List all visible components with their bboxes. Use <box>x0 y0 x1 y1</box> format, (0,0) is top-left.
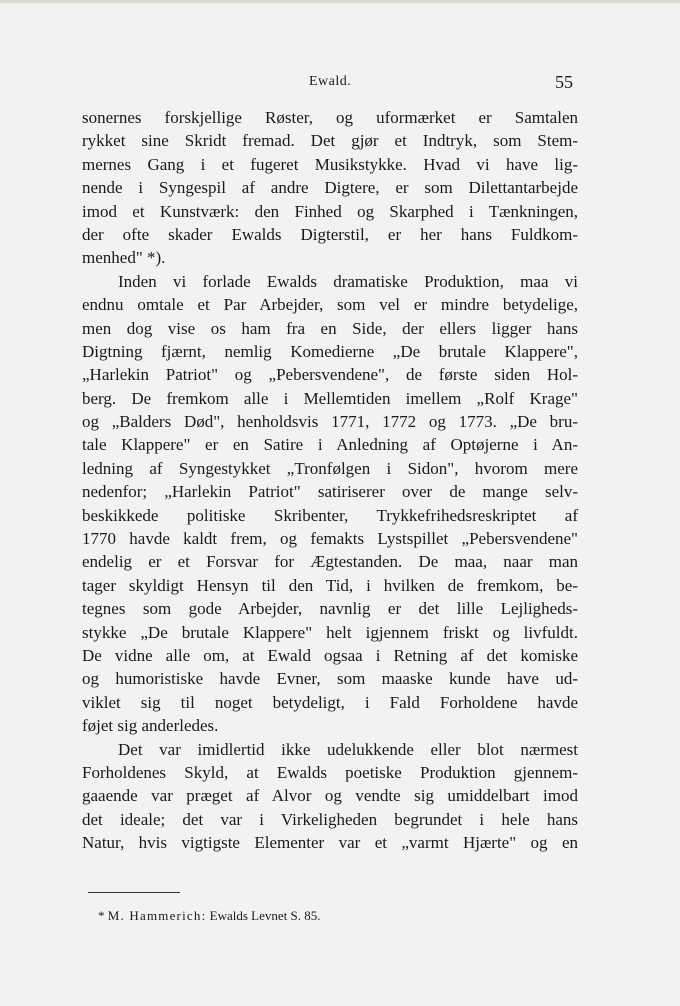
text-line: endelig er et Forsvar for Ægtestanden. De maa, naar man <box>82 552 578 572</box>
running-head <box>0 72 680 96</box>
text-line: Natur, hvis vigtigste Elementer var et „varmt Hjærte" og en <box>82 833 578 853</box>
text-line: nedenfor; „Harlekin Patriot" satiriserer over de mange selv- <box>82 482 578 502</box>
text-line: imod et Kunstværk: den Finhed og Skarphed i Tænkningen, <box>82 201 578 221</box>
text-line: der ofte skader Ewalds Digterstil, er her hans Fuldkom- <box>82 224 578 244</box>
text-line: nende i Syngespil af andre Digtere, er som Dilettantarbejde <box>82 178 578 198</box>
page-top-edge <box>0 0 680 3</box>
paragraph-start-line: Inden vi forlade Ewalds dramatiske Produktion, maa vi <box>118 271 578 291</box>
text-line: tager skyldigt Hensyn til den Tid, i hvilken de fremkom, be- <box>82 575 578 595</box>
text-line: sonernes forskjellige Røster, og uformærket er Samtalen <box>82 108 578 127</box>
text-line: Digtning fjærnt, nemlig Komedierne „De brutale Klappere", <box>82 341 578 361</box>
running-title: Ewald. <box>309 74 352 89</box>
paragraph-end-line: føjet sig anderledes. <box>82 716 219 736</box>
text-line: gaaende var præget af Alvor og vendte sig umiddelbart imod <box>82 786 578 806</box>
footnote <box>98 908 320 924</box>
text-line: rykket sine Skridt fremad. Det gjør et Indtryk, som Stem- <box>82 131 578 151</box>
footnote-author: M. Hammerich: <box>107 908 207 923</box>
paragraph-start-line: Det var imidlertid ikke udelukkende eller blot nærmest <box>118 739 578 759</box>
text-line: „Harlekin Patriot" og „Pebersvendene", de første siden Hol- <box>82 365 578 385</box>
text-line: og „Balders Død", henholdsvis 1771, 1772 og 1773. „De bru- <box>82 412 578 432</box>
footnote-reference: Ewalds Levnet S. 85. <box>209 908 321 923</box>
text-line: beskikkede politiske Skribenter, Trykkefrihedsreskriptet af <box>82 505 578 525</box>
footnote-divider <box>88 892 180 893</box>
text-line: 1770 havde kaldt frem, og femakts Lystspillet „Pebersvendene" <box>82 529 578 549</box>
text-line: berg. De fremkom alle i Mellemtiden imellem „Rolf Krage" <box>82 388 578 408</box>
body-text <box>82 106 578 855</box>
paragraph-end-line: menhed" *). <box>82 248 166 268</box>
text-line: og humoristiske havde Evner, som maaske kunde have ud- <box>82 669 578 689</box>
text-line: det ideale; det var i Virkeligheden begrundet i hele hans <box>82 809 578 829</box>
text-line: De vidne alle om, at Ewald ogsaa i Retning af det komiske <box>82 645 578 665</box>
text-line: tegnes som gode Arbejder, navnlig er det lille Lejligheds- <box>82 599 578 619</box>
text-line: mernes Gang i et fugeret Musikstykke. Hvad vi have lig- <box>82 154 578 174</box>
text-line: ledning af Syngestykket „Tronfølgen i Sidon", hvorom mere <box>82 458 578 478</box>
text-line: tale Klappere" er en Satire i Anledning af Optøjerne i An- <box>82 435 578 455</box>
footnote-marker: * <box>98 908 105 923</box>
text-line: men dog vise os ham fra en Side, der ellers ligger hans <box>82 318 578 338</box>
page-number: 55 <box>555 72 573 92</box>
text-line: Forholdenes Skyld, at Ewalds poetiske Produktion gjennem- <box>82 762 578 782</box>
text-line: viklet sig til noget betydeligt, i Fald Forholdene havde <box>82 692 578 712</box>
text-line: stykke „De brutale Klappere" helt igjennem friskt og livfuldt. <box>82 622 578 642</box>
text-line: endnu omtale et Par Arbejder, som vel er mindre betydelige, <box>82 295 578 315</box>
